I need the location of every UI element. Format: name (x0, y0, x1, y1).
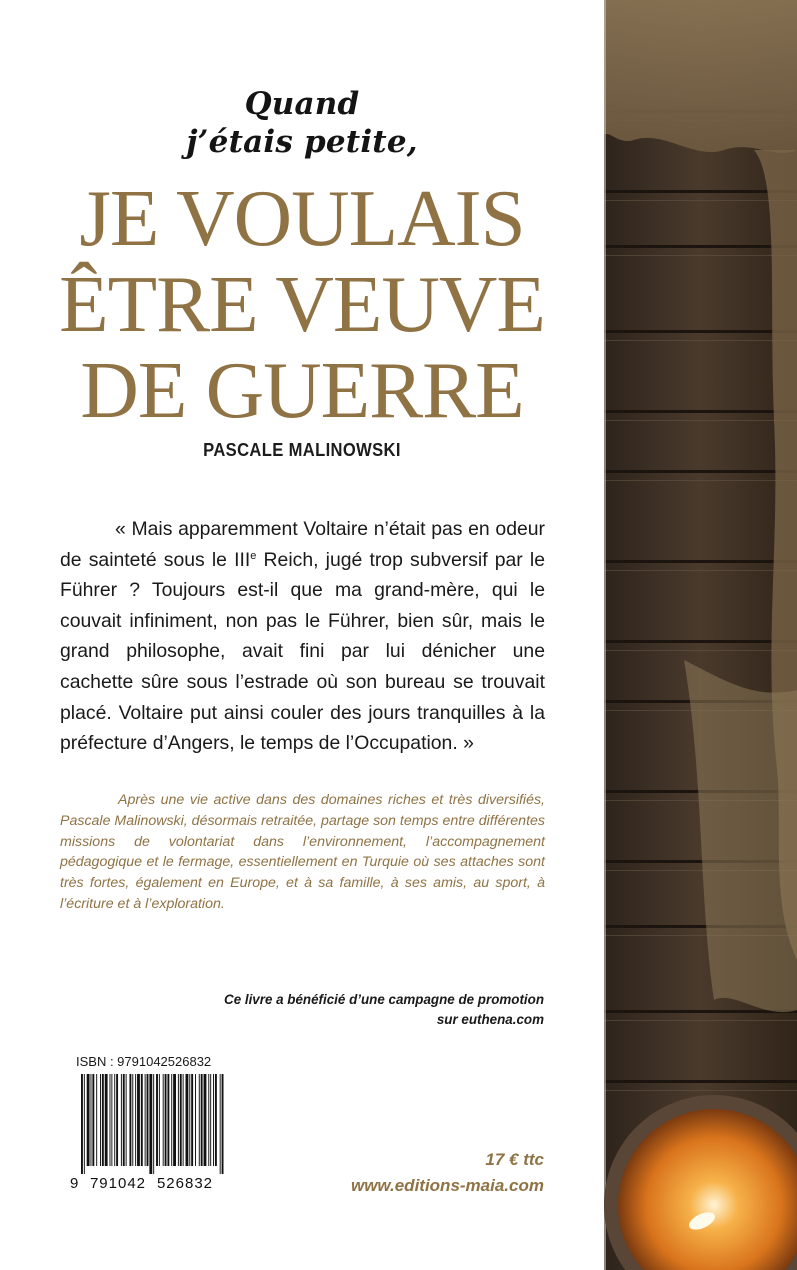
wood-plank-seam (604, 1080, 797, 1083)
promotion-line-2: sur euthena.com (436, 1012, 544, 1027)
barcode-bar (111, 1074, 112, 1166)
book-excerpt (60, 514, 545, 759)
publisher-website: www.editions-maia.com (350, 1176, 544, 1195)
wood-plank-seam (604, 410, 797, 413)
spine-edge-line (604, 0, 606, 1270)
wood-table-photo (604, 0, 797, 1270)
barcode-bar (171, 1074, 172, 1166)
barcode-bar (180, 1074, 182, 1166)
barcode-bar (178, 1074, 179, 1166)
barcode-bar (210, 1074, 211, 1166)
wood-grain-line (604, 650, 797, 651)
excerpt-text-part-2: Reich, jugé trop subversif par le Führer ? Toujours est-il que ma grand-mère, qui le couvait infiniment, non pas le Führer, bien sûr, mais le grand philosophe, avait fini par lui dénicher une cachette sûre sous l’estrade où son bureau se trouvait placé. Voltaire put ainsi couler des jours tranquilles à la préfecture d’Angers, le temps de l’Occupation. » (60, 548, 545, 755)
barcode-bar (123, 1074, 125, 1166)
barcode-bar (92, 1074, 94, 1166)
wood-plank-seam (604, 560, 797, 563)
barcode-bar (121, 1074, 122, 1166)
price: 17 € ttc (485, 1150, 544, 1169)
barcode-bar (129, 1074, 131, 1166)
wood-grain-line (604, 420, 797, 421)
barcode-bar (147, 1074, 149, 1166)
wood-plank-seam (604, 640, 797, 643)
wood-plank-seam (604, 245, 797, 248)
wood-grain-line (604, 255, 797, 256)
subtitle-line-1: Quand (244, 86, 360, 122)
barcode-bar (189, 1074, 190, 1166)
barcode-bar (208, 1074, 209, 1166)
barcode-bar (204, 1074, 207, 1166)
barcode-digit-group-1: 791042 (89, 1175, 147, 1192)
wood-grain-line (604, 570, 797, 571)
barcode-bar (149, 1074, 152, 1174)
barcode-bar (110, 1074, 111, 1166)
barcode-bar (191, 1074, 193, 1166)
subtitle-line-2: j’étais petite, (186, 124, 418, 160)
barcode-bar (199, 1074, 200, 1166)
book-title-line-2: ÊTRE VEUVE (59, 259, 545, 349)
barcode-bar (183, 1074, 184, 1166)
barcode-bar (96, 1074, 97, 1166)
isbn-label: ISBN : 9791042526832 (76, 1054, 212, 1069)
barcode-bar (165, 1074, 167, 1166)
barcode-bar (135, 1074, 136, 1166)
barcode-bar (126, 1074, 127, 1166)
barcode-bar (195, 1074, 196, 1166)
barcode-bar (167, 1074, 169, 1166)
promotion-note (150, 990, 544, 1030)
barcode-bar (132, 1074, 133, 1166)
barcode-bar (116, 1074, 118, 1166)
wood-grain-line (604, 480, 797, 481)
barcode-bar (163, 1074, 164, 1166)
barcode-digit-group-2: 526832 (156, 1175, 214, 1192)
barcode-bar (102, 1074, 104, 1166)
barcode-bar (145, 1074, 146, 1166)
barcode-bar (220, 1074, 221, 1174)
barcode-bar (137, 1074, 140, 1166)
excerpt-text-part-1: « Mais apparemment Voltaire n’était pas en odeur de sainteté sous le III (60, 518, 545, 571)
barcode-bar (186, 1074, 189, 1166)
wood-plank-seam (604, 330, 797, 333)
barcode-bar (114, 1074, 115, 1166)
barcode-bar (173, 1074, 176, 1166)
barcode-bar (91, 1074, 92, 1166)
wood-grain-line (604, 200, 797, 201)
barcode (70, 1074, 230, 1192)
barcode-bar (84, 1074, 85, 1174)
author-name: PASCALE MALINOWSKI (203, 440, 401, 460)
barcode-bars (81, 1074, 224, 1174)
wood-grain-line (604, 340, 797, 341)
wood-plank-seam (604, 470, 797, 473)
barcode-bar (213, 1074, 214, 1166)
barcode-bar (222, 1074, 224, 1174)
barcode-bar (105, 1074, 108, 1166)
excerpt-superscript: e (250, 549, 257, 562)
book-title-line-3: DE GUERRE (80, 345, 524, 435)
book-title-line-1: JE VOULAIS (79, 173, 525, 263)
barcode-bar (156, 1074, 158, 1166)
author-biography (60, 790, 545, 915)
barcode-bar (81, 1074, 83, 1174)
barcode-bar (215, 1074, 217, 1166)
barcode-bar (153, 1074, 154, 1174)
old-map-top (604, 0, 797, 153)
author-biography-text: Après une vie active dans des domaines riches et très diversifiés, Pascale Malinowski, désormais retraitée, partage son temps entre différentes missions de volontariat dans l’environnement, l’accompagnement pédagogique et le fermage, essentiellement en Turquie où ses attaches sont très fortes, également en Europe, et à sa famille, à ses amis, au sport, à l’écriture et à l’exploration. (60, 792, 545, 912)
wood-plank-seam (604, 1010, 797, 1013)
barcode-bar (87, 1074, 90, 1166)
barcode-bar (100, 1074, 101, 1166)
barcode-bar (201, 1074, 203, 1166)
promotion-line-1: Ce livre a bénéficié d’une campagne de promotion (224, 992, 544, 1007)
barcode-bar (159, 1074, 160, 1166)
barcode-digit-lead: 9 (70, 1175, 79, 1192)
wood-grain-line (604, 1020, 797, 1021)
barcode-bar (141, 1074, 143, 1166)
wood-grain-line (604, 1090, 797, 1091)
